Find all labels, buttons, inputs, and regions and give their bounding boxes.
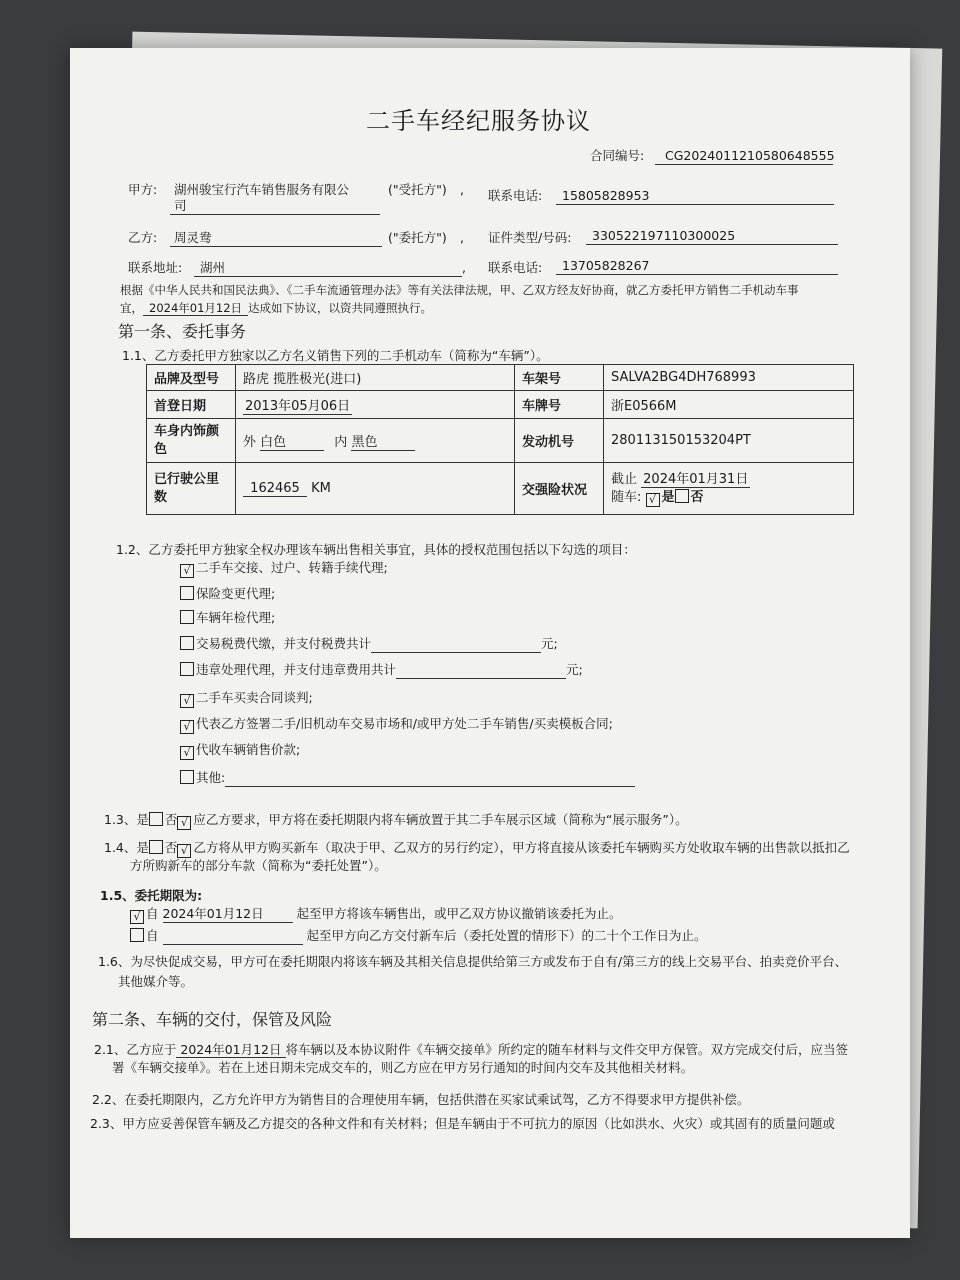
clause-2-1-line-2: 署《车辆交接单》。若在上述日期未完成交车的，则乙方应在甲方另行通知的时间内交车及其他相关材料。 [112, 1060, 694, 1075]
engine-value: 280113150153204PT [604, 419, 854, 463]
blank-field [396, 662, 566, 679]
clause-2-3: 2.3、甲方应妥善保管车辆及乙方提交的各种文件和有关材料；但是车辆由于不可抗力的原因（比如洪水、火灾）或其固有的质量问题或 [90, 1116, 835, 1131]
checkbox[interactable] [130, 928, 144, 942]
table-row [147, 419, 854, 463]
checklist-label: 其他: [196, 770, 226, 785]
clause-1-5-label: 1.5、委托期限为: [100, 888, 203, 903]
table-row [147, 391, 854, 419]
checklist-label: 二手车买卖合同谈判; [196, 690, 313, 705]
id-number: 330522197110300025 [592, 228, 736, 243]
contract-no-label: 合同编号: [590, 148, 645, 163]
checklist-label: 交易税费代缴，并支付税费共计 [196, 636, 372, 651]
checkbox[interactable] [149, 812, 163, 826]
checkbox[interactable]: √ [180, 746, 194, 760]
underline [194, 276, 462, 277]
checkbox[interactable]: √ [180, 564, 194, 578]
checklist-item [180, 560, 388, 578]
party-a-name-2: 司 [174, 198, 187, 213]
engine-label: 发动机号 [515, 419, 604, 463]
clause-1-6-line-2: 其他媒介等。 [118, 974, 194, 989]
checkbox-no[interactable] [675, 489, 689, 503]
checklist-item [180, 770, 635, 787]
vehicle-table [146, 364, 854, 515]
checklist-item [180, 742, 300, 760]
section-1-title: 第一条、委托事务 [118, 322, 247, 341]
checklist-label: 保险变更代理; [196, 586, 276, 601]
mileage-label: 已行驶公里数 [147, 463, 236, 515]
mileage-value: 162465 [243, 481, 307, 497]
checkbox[interactable] [180, 662, 194, 676]
brand-value: 路虎 揽胜极光(进口) [236, 365, 515, 391]
preamble-line-2: 宜， 2024年01月12日 达成如下协议，以资共同遵照执行。 [120, 301, 433, 315]
term-option-a: √ 自 2024年01月12日 起至甲方将该车辆售出，或甲乙双方协议撤销该委托为止。 [130, 906, 622, 924]
checkbox[interactable]: √ [180, 720, 194, 734]
party-a-label: 甲方: [128, 182, 158, 197]
underline [170, 246, 382, 247]
vin-value: SALVA2BG4DH768993 [604, 365, 854, 391]
blank-field [163, 928, 303, 945]
clause-1-4: 1.4、是 否 √ 乙方将从甲方购买新车（取决于甲、乙双方的另行约定），甲方将直接从该委托车辆购买方处收取车辆的出售款以抵扣乙 [104, 840, 850, 857]
clause-2-1-line-1: 2.1、乙方应于 2024年01月12日 将车辆以及本协议附件《车辆交接单》所约定的随车材料与文件交甲方保管。双方完成交付后，应当签 [94, 1042, 849, 1057]
checklist-item [180, 662, 583, 679]
insurance-label: 交强险状况 [515, 463, 604, 515]
checklist-item [180, 586, 275, 602]
reg-date-label: 首登日期 [147, 391, 236, 419]
reg-date-cell [236, 391, 515, 419]
checkbox[interactable]: √ [130, 910, 144, 924]
party-a-role: ("受托方") [388, 182, 447, 197]
blank-field [371, 636, 541, 653]
exterior-color: 白色 [260, 431, 324, 451]
checkbox[interactable] [180, 586, 194, 600]
address-label: 联系地址: [128, 260, 183, 275]
party-b-phone: 13705828267 [562, 258, 650, 273]
checklist-item [180, 690, 313, 708]
section-2-title: 第二条、车辆的交付，保管及风险 [92, 1010, 333, 1029]
underline [586, 244, 838, 245]
brand-label: 品牌及型号 [147, 365, 236, 391]
term-option-b: 自 起至甲方向乙方交付新车后（委托处置的情形下）的二十个工作日为止。 [130, 928, 707, 945]
party-b-role: ("委托方") [388, 230, 447, 245]
plate-label: 车牌号 [515, 391, 604, 419]
checklist-label: 代收车辆销售价款; [196, 742, 301, 757]
clause-1-6-line-1: 1.6、为尽快促成交易，甲方可在委托期限内将该车辆及其相关信息提供给第三方或发布于自有/第三方的线上交易平台、拍卖竞价平台、 [98, 954, 848, 969]
document-title: 二手车经纪服务协议 [366, 107, 591, 135]
clause-1-3: 1.3、是 否 √ 应乙方要求，甲方将在委托期限内将车辆放置于其二手车展示区域（简称为“展示服务”）。 [104, 812, 688, 829]
table-row [147, 463, 854, 515]
id-label: 证件类型/号码: [488, 230, 572, 245]
checklist-item [180, 610, 275, 626]
checkbox[interactable]: √ [180, 694, 194, 708]
checklist-item [180, 716, 613, 734]
insurance-cell: 截止 2024年01月31日 随车: √ 是 否 [604, 463, 854, 515]
address-comma: , [462, 260, 466, 275]
insurance-until: 2024年01月31日 [643, 471, 749, 487]
checklist-item [180, 636, 558, 653]
checklist-label: 二手车交接、过户、转籍手续代理; [196, 560, 388, 575]
clause-1-1: 1.1、乙方委托甲方独家以乙方名义销售下列的二手机动车（简称为“车辆”）。 [122, 348, 549, 363]
unit-suffix: 元; [566, 662, 583, 677]
clause-1-2: 1.2、乙方委托甲方独家全权办理该车辆出售相关事宜，具体的授权范围包括以下勾选的项目： [116, 542, 636, 557]
party-a-phone: 15805828953 [562, 188, 650, 203]
plate-value: 浙E0566M [604, 391, 854, 419]
table-row [147, 365, 854, 391]
term-start-date: 2024年01月12日 [163, 906, 293, 923]
party-b-phone-label: 联系电话: [488, 260, 543, 275]
checkbox[interactable]: √ [177, 844, 191, 858]
contract-no: CG2024011210580648555 [665, 148, 835, 163]
contract-page [70, 48, 910, 1238]
address: 湖州 [200, 260, 226, 275]
party-a-comma: , [460, 182, 464, 197]
delivery-date: 2024年01月12日 [176, 1042, 285, 1058]
clause-1-4-line-2: 方所购新车的部分车款（简称为“委托处置”）。 [130, 858, 387, 873]
mileage-cell [236, 463, 515, 515]
party-b-name: 周灵鸯 [174, 230, 212, 245]
checkbox[interactable] [180, 770, 194, 784]
checkbox[interactable] [180, 636, 194, 650]
preamble-line-1: 根据《中华人民共和国民法典》、《二手车流通管理办法》等有关法律法规，甲、乙双方经友好协商，就乙方委托甲方销售二手机动车事 [120, 283, 799, 297]
interior-color: 黑色 [351, 431, 415, 451]
underline [556, 274, 838, 275]
reg-date-value: 2013年05月06日 [245, 399, 351, 414]
blank-field [225, 770, 635, 787]
preamble-date: 2024年01月12日 [143, 301, 248, 316]
checklist-label: 违章处理代理，并支付违章费用共计 [196, 662, 397, 677]
checkbox[interactable] [149, 840, 163, 854]
checkbox[interactable] [180, 610, 194, 624]
checklist-label: 车辆年检代理; [196, 610, 276, 625]
party-a-name-1: 湖州骏宝行汽车销售服务有限公 [174, 182, 350, 197]
party-b-comma: , [460, 230, 464, 245]
unit-suffix: 元; [541, 636, 558, 651]
underline [655, 164, 833, 165]
color-cell: 外 白色 内 黑色 [236, 419, 515, 463]
vin-label: 车架号 [515, 365, 604, 391]
underline [170, 214, 380, 215]
checkbox-yes[interactable]: √ [646, 493, 660, 507]
party-b-label: 乙方: [128, 230, 158, 245]
mileage-unit: KM [311, 480, 331, 496]
clause-2-2: 2.2、在委托期限内，乙方允许甲方为销售目的合理使用车辆，包括供潜在买家试乘试驾，乙方不得要求甲方提供补偿。 [92, 1092, 750, 1107]
color-label: 车身内饰颜色 [147, 419, 236, 463]
checkbox[interactable]: √ [177, 816, 191, 830]
checklist-label: 代表乙方签署二手/旧机动车交易市场和/或甲方处二手车销售/买卖模板合同; [196, 716, 613, 731]
party-a-phone-label: 联系电话: [488, 188, 543, 203]
underline [556, 204, 834, 205]
